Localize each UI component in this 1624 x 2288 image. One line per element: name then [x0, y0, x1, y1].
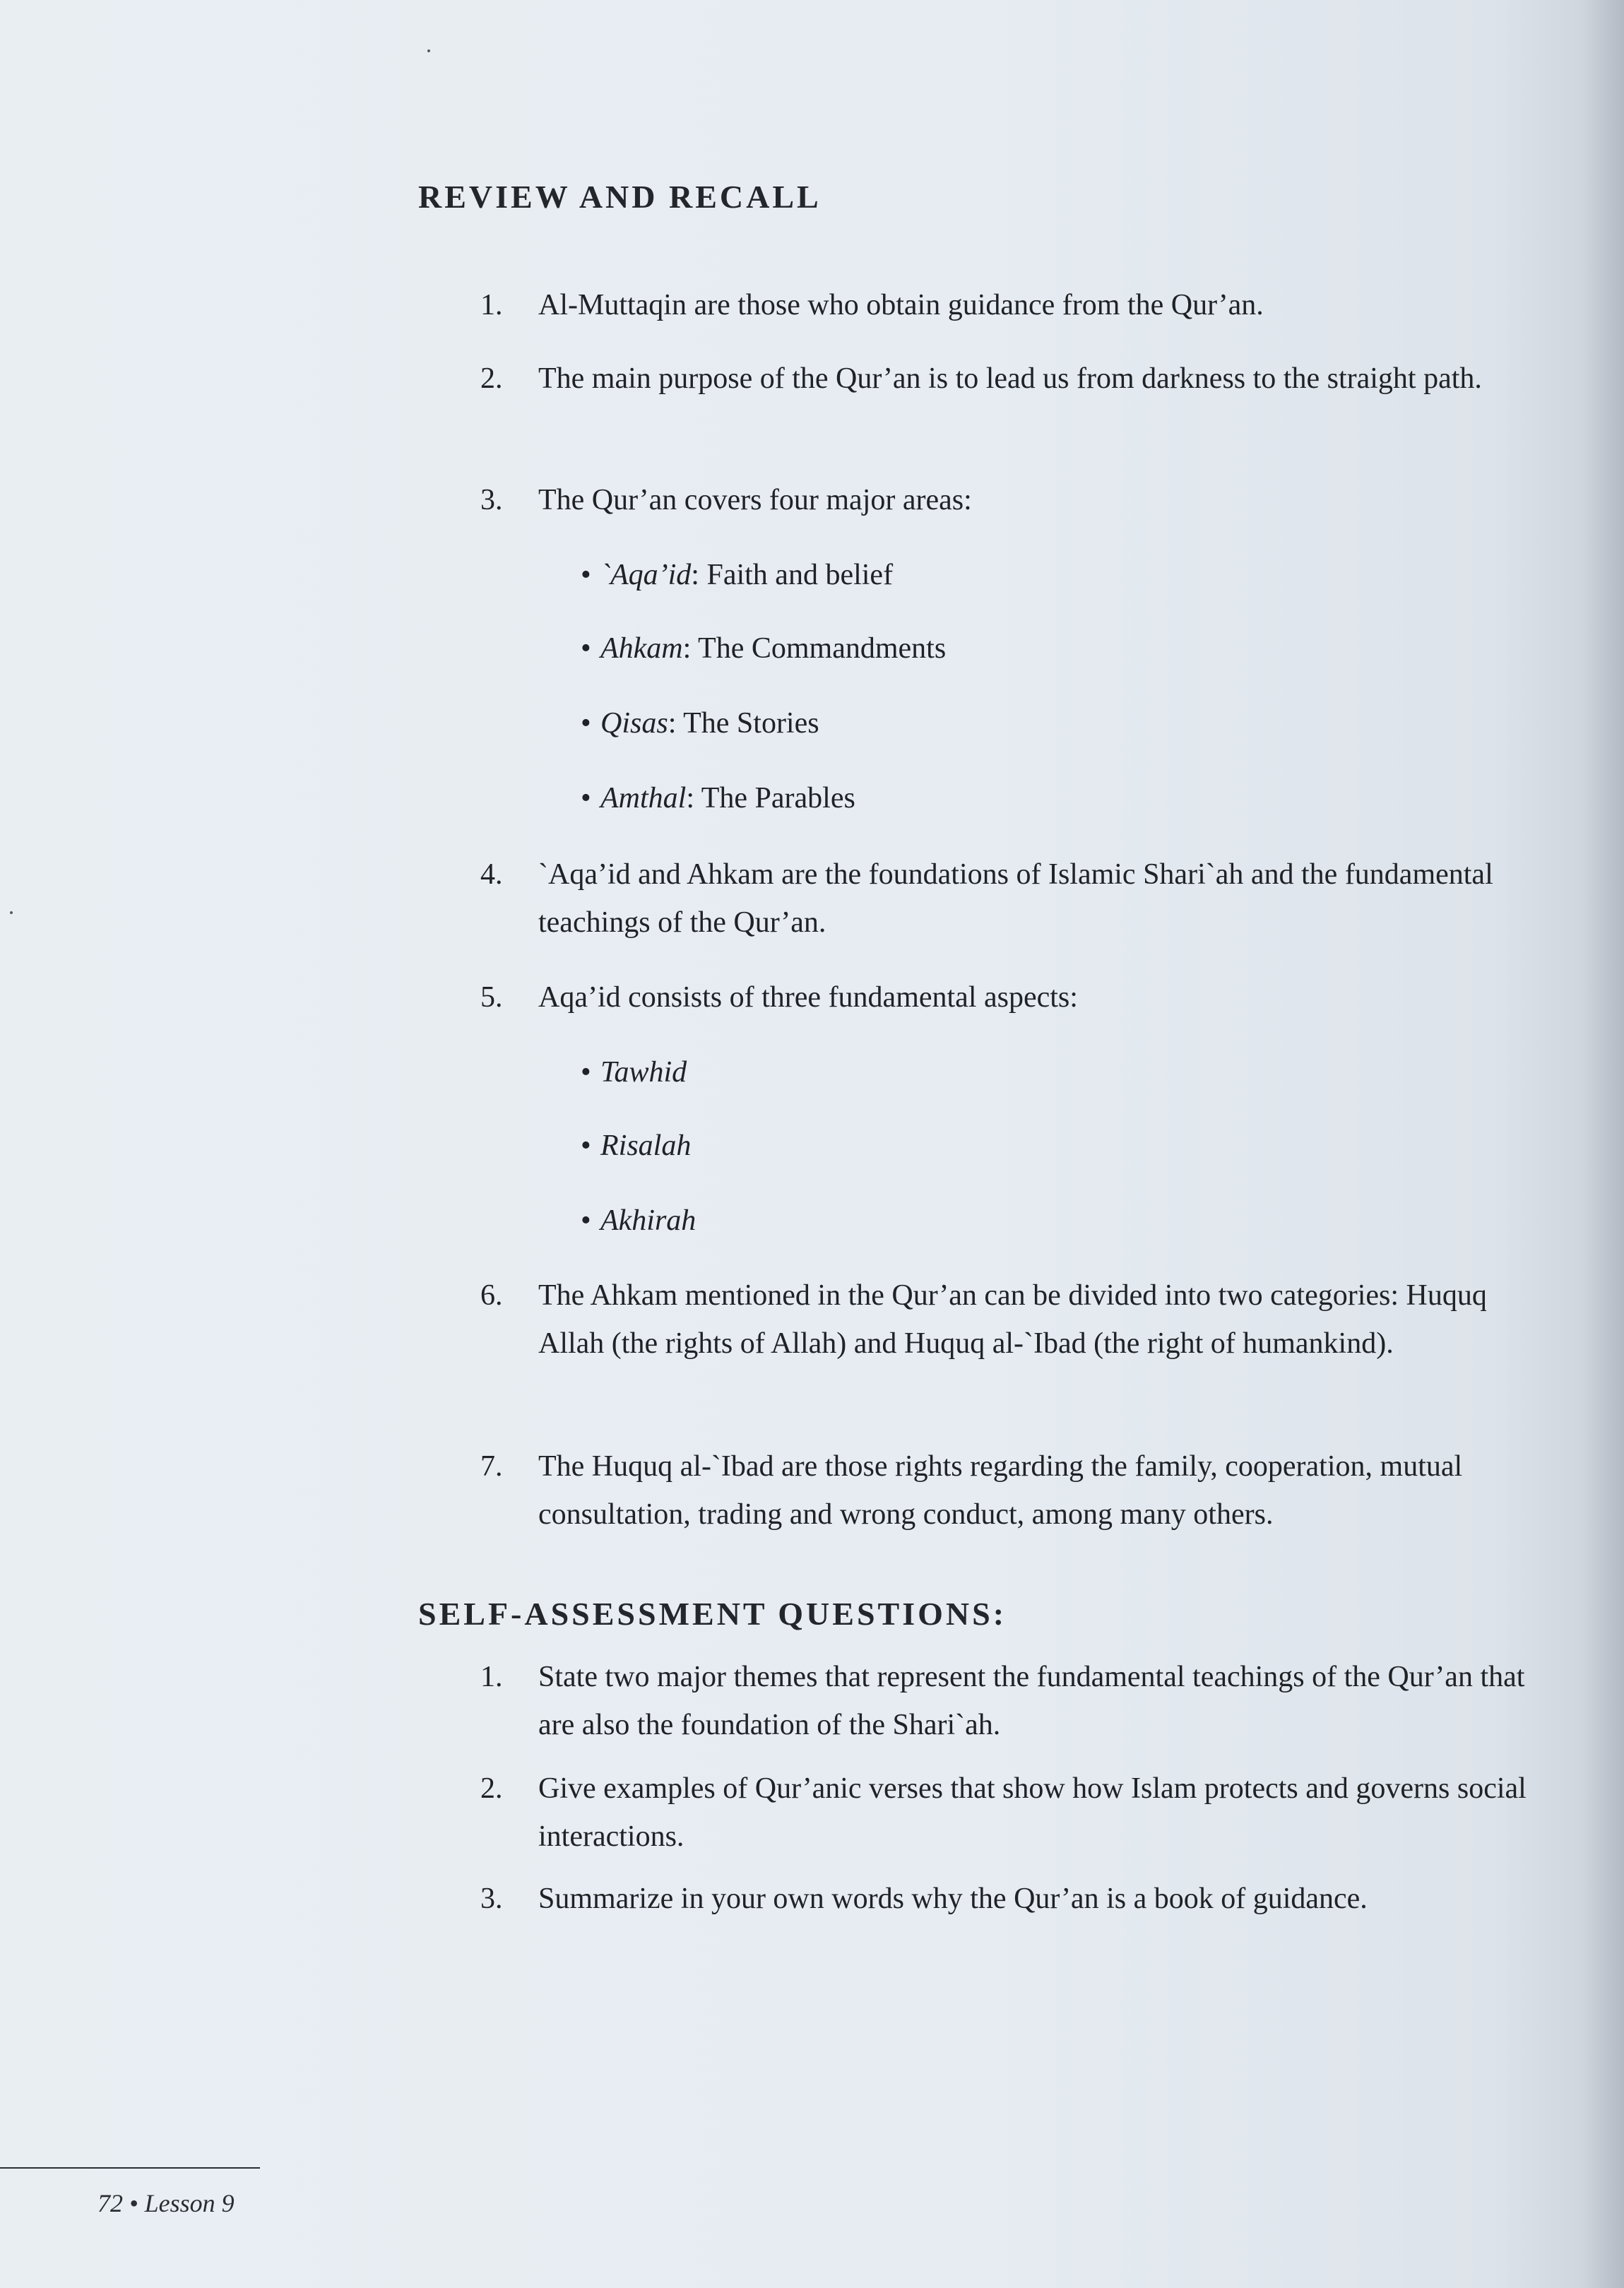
bullet-dot: •: [581, 1130, 591, 1162]
bullet-dot: •: [581, 782, 591, 814]
item-text: The Ahkam mentioned in the Qur’an can be divided into two categories: Huquq Allah (the rights of Allah) and Huquq al-`Ibad (the right of humankind).: [538, 1279, 1487, 1360]
footer-separator: •: [129, 2189, 138, 2217]
paper-speck: [10, 911, 13, 914]
aspect-tawhid: [581, 1048, 687, 1096]
area-ahkam: [581, 624, 946, 672]
question-number: 1.: [480, 1661, 503, 1693]
bullet-dot: •: [581, 559, 591, 591]
area-amthal: [581, 774, 855, 822]
item-number: 6.: [480, 1279, 503, 1312]
bullet-dot: •: [581, 632, 591, 665]
aspect-term: Risalah: [600, 1130, 692, 1162]
page-edge-shadow: [1582, 0, 1624, 2288]
area-description: : The Stories: [668, 707, 819, 740]
item-text: Aqa’id consists of three fundamental aspects:: [538, 981, 1078, 1014]
paper-speck: [427, 49, 430, 52]
review-heading: REVIEW AND RECALL: [418, 179, 822, 215]
question-text: Give examples of Qur’anic verses that show how Islam protects and governs social interactions.: [538, 1772, 1527, 1853]
page-footer: [97, 2188, 235, 2218]
area-term: `Aqa’id: [600, 559, 692, 591]
item-number: 5.: [480, 981, 503, 1014]
item-number: 4.: [480, 858, 503, 891]
item-text: The Qur’an covers four major areas:: [538, 484, 972, 516]
aspect-term: Akhirah: [600, 1204, 697, 1237]
area-term: Ahkam: [600, 632, 683, 665]
area-description: : The Commandments: [682, 632, 947, 665]
lesson-label: Lesson 9: [144, 2189, 235, 2217]
area-qisas: [581, 699, 819, 747]
question-number: 3.: [480, 1883, 503, 1915]
question-number: 2.: [480, 1772, 503, 1805]
item-number: 7.: [480, 1450, 503, 1483]
bullet-dot: •: [581, 1056, 591, 1089]
page-number: 72: [97, 2189, 123, 2217]
bullet-dot: •: [581, 1204, 591, 1237]
area-description: : The Parables: [686, 782, 855, 814]
aspect-risalah: [581, 1122, 691, 1170]
item-text: The Huquq al-`Ibad are those rights regarding the family, cooperation, mutual consultation, trading and wrong conduct, among many others.: [538, 1450, 1463, 1531]
item-text: The main purpose of the Qur’an is to lead us from darkness to the straight path.: [538, 362, 1482, 395]
item-number: 2.: [480, 362, 503, 395]
self-assessment-heading: SELF-ASSESSMENT QUESTIONS:: [418, 1596, 1007, 1632]
item-number: 1.: [480, 289, 503, 321]
aspect-term: Tawhid: [600, 1056, 687, 1089]
footer-rule: [0, 2167, 260, 2169]
bullet-dot: •: [581, 707, 591, 740]
item-text: Al-Muttaqin are those who obtain guidance from the Qur’an.: [538, 289, 1264, 321]
aspect-akhirah: [581, 1197, 696, 1245]
question-text: Summarize in your own words why the Qur’an is a book of guidance.: [538, 1883, 1368, 1915]
area-aqaid: [581, 551, 893, 599]
question-text: State two major themes that represent the fundamental teachings of the Qur’an that are also the foundation of the Shari`ah.: [538, 1661, 1525, 1741]
area-term: Qisas: [600, 707, 668, 740]
item-text: `Aqa’id and Ahkam are the foundations of Islamic Shari`ah and the fundamental teachings of the Qur’an.: [538, 858, 1493, 939]
area-term: Amthal: [600, 782, 687, 814]
area-description: : Faith and belief: [691, 559, 894, 591]
item-number: 3.: [480, 484, 503, 516]
